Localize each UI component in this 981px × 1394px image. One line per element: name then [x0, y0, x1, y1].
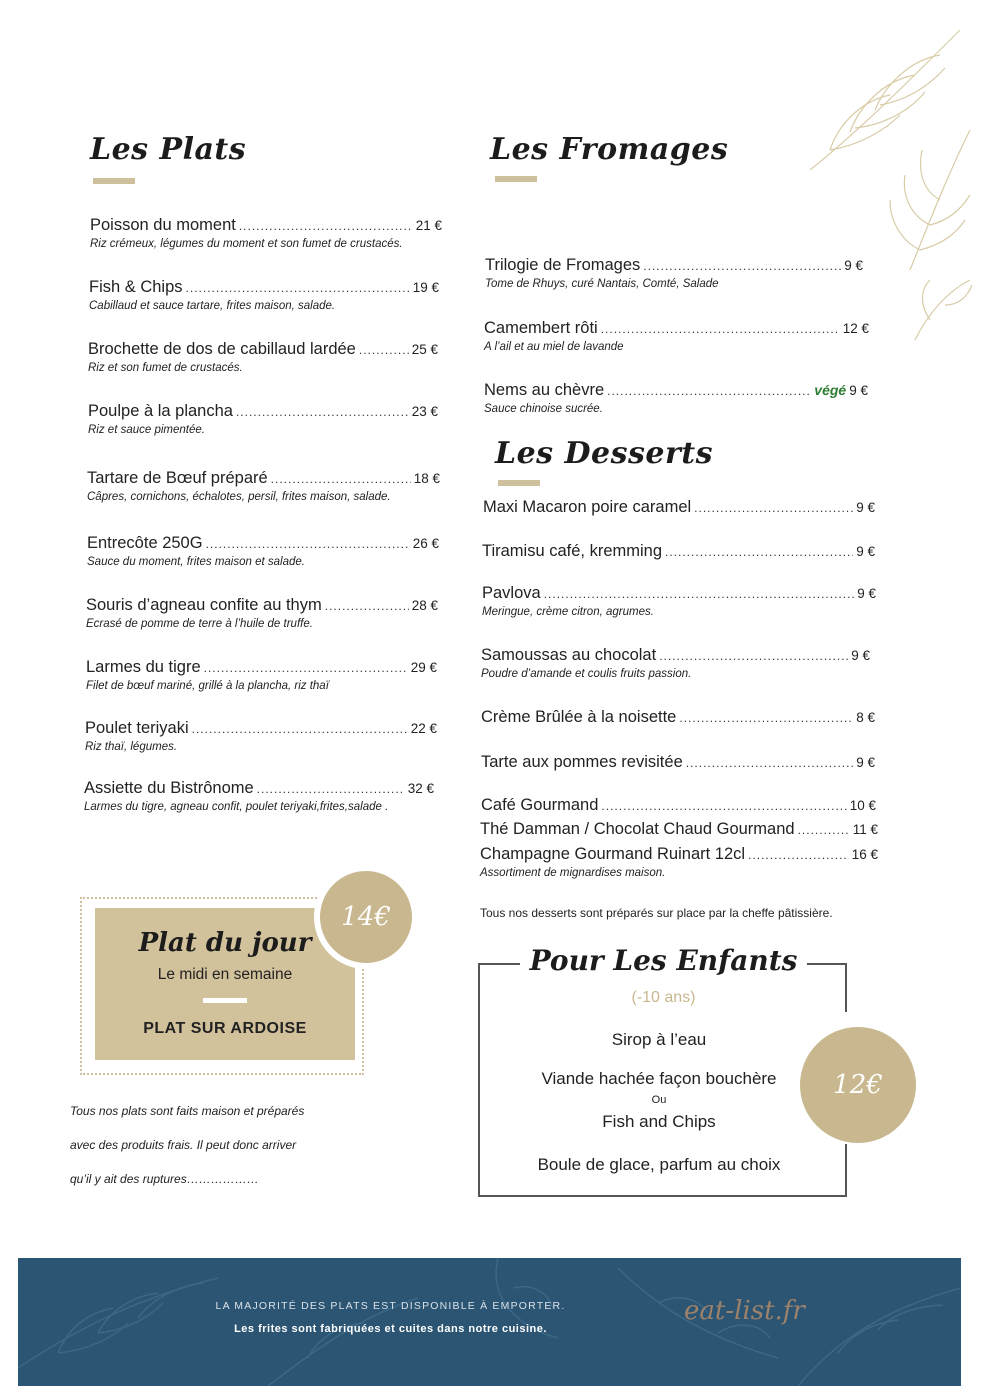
enfants-price: 12€ [833, 1070, 883, 1100]
plat-name: Poulet teriyaki [85, 719, 189, 737]
plat-name: Brochette de dos de cabillaud lardée [88, 340, 356, 358]
plats-note-line2: avec des produits frais. Il peut donc arriver [70, 1138, 297, 1152]
enfants-line4: Boule de glace, parfum au choix [537, 1155, 781, 1174]
footer-line2: Les frites sont fabriquées et cuites dans notre cuisine. [234, 1323, 547, 1335]
plat-item [86, 596, 438, 630]
footer-line1: LA MAJORITÉ DES PLATS EST DISPONIBLE À EMPORTER. [215, 1300, 566, 1312]
plat-price: 26 € [412, 536, 439, 551]
plat-name: Assiette du Bistrônome [84, 779, 254, 797]
plat-name: Fish & Chips [89, 278, 183, 296]
enfants-line2: Viande hachée façon bouchère [541, 1069, 777, 1088]
plat-desc: Sauce du moment, frites maison et salade. [87, 556, 305, 568]
dessert-price: 9 € [856, 544, 875, 559]
fromage-desc: Tome de Rhuys, curé Nantais, Comté, Salade [485, 278, 719, 290]
plat-name: Tartare de Bœuf préparé [87, 469, 268, 487]
dessert-price: 9 € [857, 586, 876, 601]
plat-du-jour-price-badge [314, 865, 418, 969]
plat-price: 22 € [410, 721, 437, 736]
plat-desc: Ecrasé de pomme de terre à l’huile de truffe. [86, 618, 313, 630]
plat-item [88, 340, 438, 374]
plat-item [89, 278, 439, 312]
gourmand-name: Café Gourmand [481, 796, 599, 814]
fromage-name: Camembert rôti [484, 319, 598, 337]
fromage-price: 12 € [842, 321, 869, 336]
plat-desc: Riz thaï, légumes. [85, 741, 178, 753]
gourmand-price: 11 € [852, 822, 878, 837]
plats-note [70, 1094, 304, 1196]
plat-price: 19 € [412, 280, 439, 295]
dessert-name: Tiramisu café, kremming [482, 542, 663, 560]
fromage-item [485, 256, 863, 290]
plat-desc: Filet de bœuf mariné, grillé à la plancha, riz thaï [86, 680, 329, 692]
plat-du-jour-title: Plat du jour [138, 928, 312, 958]
plat-name: Souris d’agneau confite au thym [86, 596, 322, 614]
plat-du-jour-divider [203, 998, 247, 1003]
plats-note-line1: Tous nos plats sont faits maison et préparés [70, 1104, 305, 1118]
gourmand-price: 16 € [851, 847, 878, 862]
plats-title-underbar [93, 178, 135, 184]
dessert-name: Pavlova [482, 584, 541, 602]
footer-banner [18, 1258, 961, 1386]
dessert-price: 9 € [856, 755, 875, 770]
footer-watermark: eat-list.fr [684, 1296, 805, 1326]
gourmand-item [481, 796, 876, 815]
enfants-frame-top-right [807, 963, 847, 965]
plat-desc: Riz et sauce pimentée. [88, 424, 205, 436]
plat-desc: Larmes du tigre, agneau confit, poulet teriyaki,frites,salade . [84, 801, 389, 813]
fromages-title-underbar [495, 176, 537, 182]
enfants-frame-top-left [478, 963, 520, 965]
plat-name: Poisson du moment [90, 216, 236, 234]
plat-item [87, 534, 439, 568]
dessert-item [482, 584, 876, 618]
plat-name: Larmes du tigre [86, 658, 201, 676]
fromage-desc: Sauce chinoise sucrée. [484, 403, 603, 415]
enfants-line3: Fish and Chips [602, 1112, 716, 1131]
dessert-desc: Meringue, crème citron, agrumes. [482, 606, 654, 618]
dessert-name: Samoussas au chocolat [481, 646, 657, 664]
plat-item [85, 719, 437, 753]
desserts-note: Tous nos desserts sont préparés sur place par la cheffe pâtissière. [480, 906, 833, 920]
plat-name: Entrecôte 250G [87, 534, 203, 552]
dessert-item [481, 708, 875, 727]
plats-note-line3: qu’il y ait des ruptures……………… [70, 1172, 259, 1186]
plat-price: 28 € [411, 598, 438, 613]
plat-desc: Riz crémeux, légumes du moment et son fumet de crustacés. [90, 238, 403, 250]
dessert-item [483, 498, 875, 517]
plat-item [90, 216, 442, 250]
gourmand-desc: Assortiment de mignardises maison. [480, 867, 666, 879]
vege-tag: végé [814, 382, 847, 398]
plat-du-jour-subtitle: Le midi en semaine [157, 966, 293, 983]
leaf-decoration-icon [790, 20, 975, 350]
gourmand-item [480, 845, 878, 879]
enfants-title: Pour Les Enfants [529, 944, 798, 977]
gourmand-item [480, 820, 878, 839]
plat-desc: Câpres, cornichons, échalotes, persil, frites maison, salade. [87, 491, 391, 503]
gourmand-name: Champagne Gourmand Ruinart 12cl [480, 845, 746, 863]
enfants-price-badge [800, 1027, 916, 1143]
fromage-price: 9 € [849, 383, 868, 398]
dessert-item [481, 753, 875, 772]
plat-price: 21 € [415, 218, 442, 233]
fromage-name: Nems au chèvre [484, 381, 605, 399]
dessert-name: Crème Brûlée à la noisette [481, 708, 677, 726]
plats-title: Les Plats [90, 132, 247, 167]
plat-item [87, 469, 440, 503]
enfants-or: Ou [651, 1094, 667, 1106]
dessert-price: 9 € [851, 648, 870, 663]
plat-du-jour-label: PLAT SUR ARDOISE [143, 1020, 307, 1037]
plat-du-jour-price: 14€ [341, 902, 391, 932]
dessert-desc: Poudre d’amande et coulis fruits passion. [481, 668, 692, 680]
plat-item [88, 402, 438, 436]
dessert-price: 9 € [856, 500, 875, 515]
dessert-name: Maxi Macaron poire caramel [483, 498, 692, 516]
plat-desc: Riz et son fumet de crustacés. [88, 362, 243, 374]
fromage-price: 9 € [844, 258, 863, 273]
dessert-item [482, 542, 875, 561]
fromage-desc: A l’ail et au miel de lavande [484, 341, 624, 353]
desserts-title: Les Desserts [495, 436, 714, 471]
enfants-line1: Sirop à l’eau [611, 1030, 707, 1049]
dessert-item [481, 646, 870, 680]
fromage-item [484, 319, 869, 353]
plat-price: 18 € [413, 471, 440, 486]
plat-name: Poulpe à la plancha [88, 402, 233, 420]
plat-price: 23 € [411, 404, 438, 419]
dessert-name: Tarte aux pommes revisitée [481, 753, 683, 771]
fromage-name: Trilogie de Fromages [485, 256, 641, 274]
gourmand-name: Thé Damman / Chocolat Chaud Gourmand [480, 820, 795, 838]
fromage-item [484, 381, 868, 415]
dessert-price: 8 € [856, 710, 875, 725]
plat-item [86, 658, 437, 692]
plat-price: 32 € [407, 781, 434, 796]
plat-desc: Cabillaud et sauce tartare, frites maison, salade. [89, 300, 336, 312]
footer-leaf-pattern-icon [18, 1258, 961, 1386]
enfants-age: (-10 ans) [631, 989, 696, 1006]
plat-price: 29 € [410, 660, 437, 675]
desserts-title-underbar [498, 480, 540, 486]
fromages-title: Les Fromages [490, 132, 729, 167]
gourmand-price: 10 € [849, 798, 876, 813]
plat-price: 25 € [411, 342, 438, 357]
plat-item [84, 779, 434, 813]
